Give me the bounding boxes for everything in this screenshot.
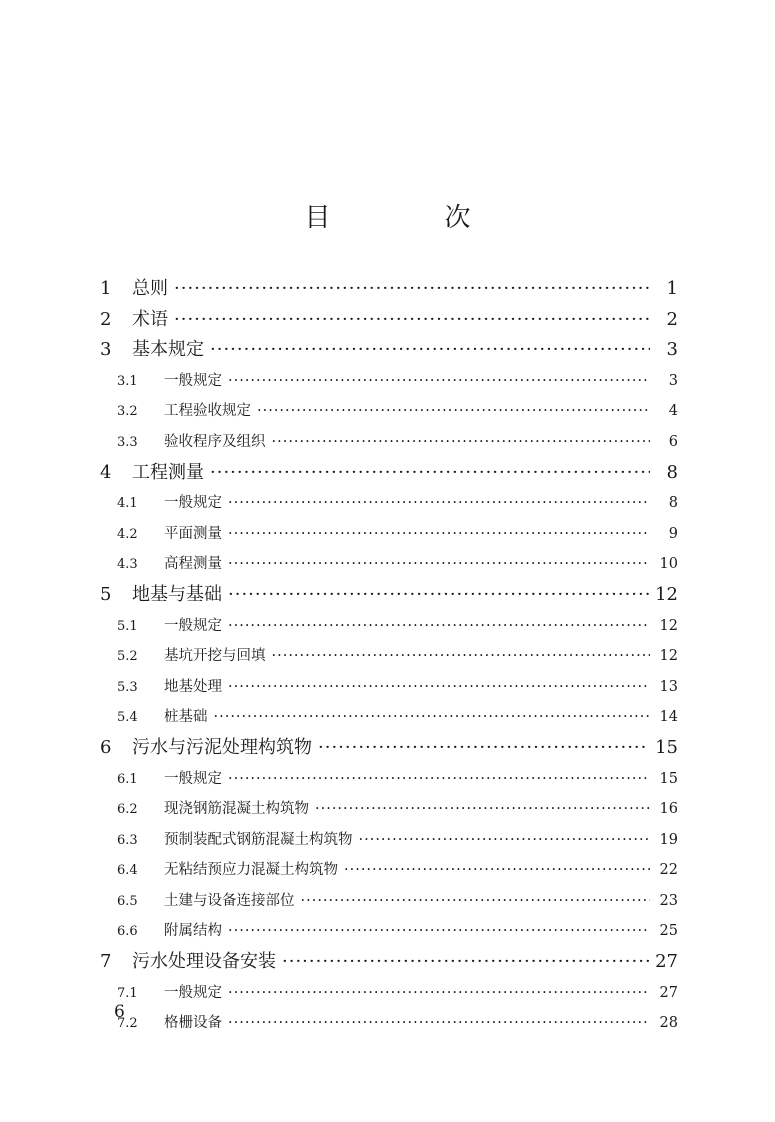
dot-leader [359,825,651,856]
dot-leader [228,1008,650,1039]
toc-entry-page: 8 [668,495,678,512]
toc-entry-page: 8 [666,461,678,483]
toc-entry-label: 土建与设备连接部位 [164,892,295,909]
toc-entry-number: 4.1 [117,496,138,512]
toc-entry-page: 12 [659,617,678,634]
toc-entry-label: 预制装配式钢筋混凝土构筑物 [164,831,353,848]
toc-entry[interactable] [100,580,678,611]
toc-entry[interactable] [100,916,678,947]
toc-entry-number: 6.2 [117,802,138,818]
toc-entry[interactable] [100,458,678,489]
page-title: 目 次 [304,203,515,233]
dot-leader [344,855,650,886]
toc-entry[interactable] [100,1008,678,1039]
toc-entry-label: 工程测量 [132,461,204,483]
toc-entry[interactable] [100,305,678,336]
toc-entry[interactable] [100,427,678,458]
toc-entry-label: 平面测量 [164,525,222,542]
toc-entry-page: 12 [655,583,678,605]
toc-entry-page: 1 [666,278,678,299]
toc-entry-page: 15 [659,770,678,787]
toc-entry-page: 13 [659,678,678,695]
toc-entry-label: 现浇钢筋混凝土构筑物 [164,801,309,818]
toc-entry-number: 1 [100,278,112,299]
toc-entry-number: 7.1 [117,985,138,1001]
dot-leader [210,458,650,489]
toc-entry-number: 6.6 [117,924,138,940]
toc-entry-number: 2 [100,308,112,330]
toc-entry[interactable] [100,488,678,519]
dot-leader [272,427,651,458]
toc-entry-page: 27 [659,984,678,1001]
toc-entry-label: 污水与污泥处理构筑物 [132,736,312,758]
toc-entry-label: 总则 [132,278,168,299]
toc-entry-label: 工程验收规定 [164,403,251,420]
dot-leader [174,305,650,336]
toc-entry[interactable] [100,396,678,427]
dot-leader [228,978,650,1009]
dot-leader [214,702,651,733]
dot-leader [228,519,650,550]
toc-entry-label: 基本规定 [132,339,204,361]
dot-leader [282,947,649,978]
toc-entry-label: 术语 [132,308,168,330]
toc-entry[interactable] [100,549,678,580]
toc-entry-page: 9 [668,525,678,542]
toc-entry-label: 一般规定 [164,984,222,1001]
toc-entry-number: 5 [100,583,112,605]
toc-entry-label: 高程测量 [164,556,222,573]
toc-entry-page: 28 [659,1015,678,1032]
toc-entry[interactable] [100,274,678,305]
toc-entry-number: 4 [100,461,112,483]
toc-entry-page: 3 [668,372,678,389]
dot-leader [174,274,650,305]
toc-entry-number: 5.2 [117,649,138,665]
toc-entry[interactable] [100,978,678,1009]
toc-entry[interactable] [100,366,678,397]
toc-entry-number: 6 [100,736,112,758]
toc-entry-number: 3.1 [117,373,138,389]
toc-entry-label: 一般规定 [164,617,222,634]
toc-entry-number: 3.3 [117,434,138,450]
toc-entry-label: 验收程序及组织 [164,433,266,450]
toc-entry-number: 6.5 [117,893,138,909]
toc-entry-label: 一般规定 [164,372,222,389]
toc-entry[interactable] [100,886,678,917]
dot-leader [257,396,650,427]
toc-entry-number: 3.2 [117,404,138,420]
toc-entry-page: 23 [659,892,678,909]
toc-entry[interactable] [100,702,678,733]
toc-entry-number: 5.4 [117,710,138,726]
table-of-contents [100,274,678,1039]
toc-entry-label: 地基处理 [164,678,222,695]
toc-entry-number: 3 [100,339,112,361]
toc-entry-number: 6.3 [117,832,138,848]
toc-entry-number: 6.1 [117,771,138,787]
dot-leader [228,764,650,795]
toc-entry-page: 12 [659,648,678,665]
toc-entry-page: 6 [668,433,678,450]
toc-entry-label: 污水处理设备安装 [132,951,276,973]
toc-entry[interactable] [100,672,678,703]
toc-entry[interactable] [100,764,678,795]
toc-entry[interactable] [100,855,678,886]
toc-entry-page: 27 [655,951,678,973]
dot-leader [228,488,650,519]
toc-entry[interactable] [100,335,678,366]
toc-entry-page: 3 [666,339,678,361]
toc-entry[interactable] [100,825,678,856]
toc-entry-number: 6.4 [117,863,138,879]
dot-leader [228,672,650,703]
toc-entry-label: 桩基础 [164,709,208,726]
toc-entry-page: 10 [659,556,678,573]
dot-leader [301,886,651,917]
toc-entry-page: 16 [659,801,678,818]
page-number: 6 [114,1002,125,1022]
toc-entry-page: 19 [659,831,678,848]
toc-entry-number: 5.1 [117,618,138,634]
toc-entry-number: 7.2 [117,1016,138,1032]
toc-entry-page: 22 [659,862,678,879]
dot-leader [228,580,649,611]
toc-entry-number: 4.3 [117,557,138,573]
toc-entry-number: 4.2 [117,526,138,542]
dot-leader [228,366,650,397]
toc-entry-label: 一般规定 [164,770,222,787]
toc-entry[interactable] [100,611,678,642]
toc-entry-label: 无粘结预应力混凝土构筑物 [164,862,338,879]
toc-entry[interactable] [100,733,678,764]
toc-entry-label: 格栅设备 [164,1015,222,1032]
dot-leader [210,335,650,366]
dot-leader [318,733,649,764]
toc-entry[interactable] [100,641,678,672]
toc-entry[interactable] [100,519,678,550]
toc-entry[interactable] [100,947,678,978]
toc-entry-label: 附属结构 [164,923,222,940]
toc-entry[interactable] [100,794,678,825]
toc-entry-number: 5.3 [117,679,138,695]
dot-leader [228,549,650,580]
toc-entry-page: 4 [668,403,678,420]
toc-entry-label: 地基与基础 [132,583,222,605]
toc-entry-page: 2 [666,308,678,330]
toc-entry-page: 14 [659,709,678,726]
dot-leader [315,794,650,825]
dot-leader [272,641,651,672]
toc-entry-label: 基坑开挖与回填 [164,648,266,665]
toc-entry-number: 7 [100,951,112,973]
dot-leader [228,916,650,947]
toc-entry-page: 15 [655,736,678,758]
dot-leader [228,611,650,642]
toc-entry-label: 一般规定 [164,495,222,512]
toc-entry-page: 25 [659,923,678,940]
